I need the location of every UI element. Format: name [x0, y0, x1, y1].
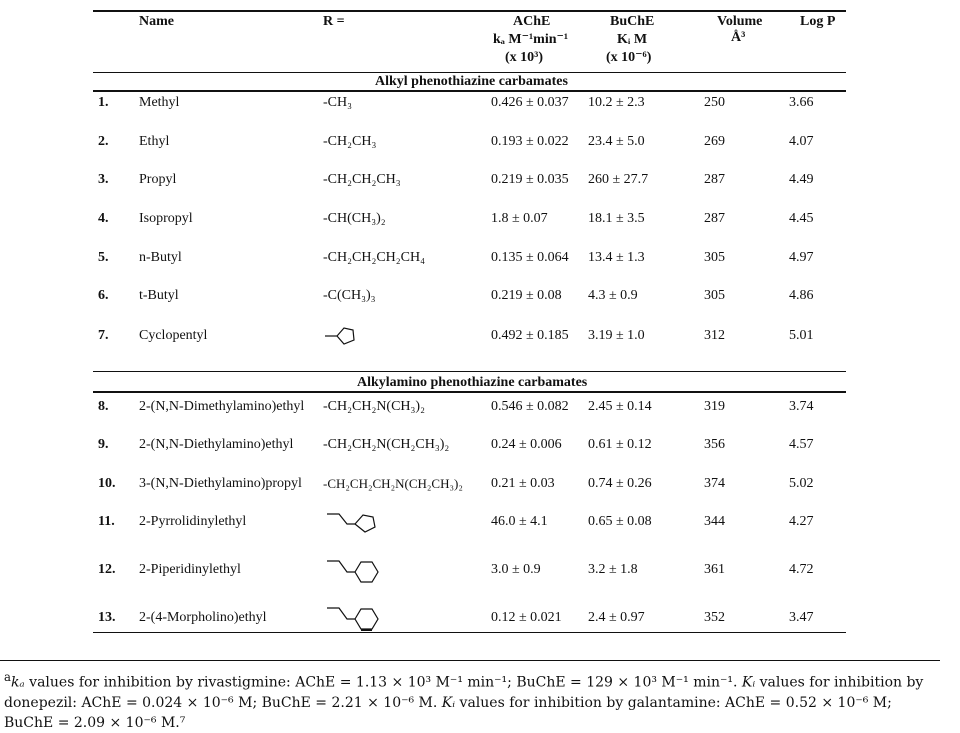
cyclopentyl-structure-icon	[323, 324, 359, 348]
row-buche: 23.4 ± 5.0	[588, 134, 645, 149]
row-buche: 260 ± 27.7	[588, 172, 649, 187]
row-ache: 46.0 ± 4.1	[491, 514, 548, 529]
row-r-group: -CH₂CH₂N(CH₂CH₃)₂	[323, 437, 450, 452]
header-buche-units: Kᵢ M	[617, 32, 648, 47]
row-r-group: -CH₂CH₃	[323, 134, 377, 149]
footnote-text-rivastigmine: values for inhibition by rivastigmine: AChE = 1.13 × 10³ M⁻¹ min⁻¹; BuChE = 129 × 10³ M⁻¹ min⁻¹.	[24, 674, 742, 691]
header-ache-units: kₐ M⁻¹min⁻¹	[493, 32, 569, 47]
row-buche: 0.65 ± 0.08	[588, 514, 652, 529]
header-r: R =	[323, 14, 345, 29]
row-number: 1.	[98, 95, 109, 110]
footnote-marker: a	[4, 670, 11, 684]
header-name: Name	[139, 14, 174, 29]
row-logp: 4.45	[789, 211, 814, 226]
row-logp: 4.86	[789, 288, 814, 303]
table-bottom-rule	[93, 632, 846, 633]
section-title-alkylamino: Alkylamino phenothiazine carbamates	[357, 375, 588, 390]
section-2-rule	[93, 391, 846, 393]
row-name: 2-(N,N-Diethylamino)ethyl	[139, 437, 294, 452]
row-r-group: -CH₂CH₂CH₂CH₄	[323, 250, 425, 265]
row-logp: 3.66	[789, 95, 814, 110]
footnote-ki-symbol: Kᵢ	[741, 674, 756, 691]
row-volume: 356	[704, 437, 725, 452]
row-logp: 3.47	[789, 610, 814, 625]
row-ache: 3.0 ± 0.9	[491, 562, 541, 577]
row-logp: 4.57	[789, 437, 814, 452]
row-buche: 3.2 ± 1.8	[588, 562, 638, 577]
row-buche: 2.45 ± 0.14	[588, 399, 652, 414]
row-volume: 269	[704, 134, 725, 149]
row-logp: 4.72	[789, 562, 814, 577]
row-volume: 250	[704, 95, 725, 110]
row-name: Ethyl	[139, 134, 170, 149]
row-logp: 3.74	[789, 399, 814, 414]
row-name: 2-Piperidinylethyl	[139, 562, 241, 577]
row-number: 11.	[98, 514, 115, 529]
row-volume: 305	[704, 288, 725, 303]
row-name: t-Butyl	[139, 288, 179, 303]
row-ache: 0.24 ± 0.006	[491, 437, 562, 452]
row-number: 12.	[98, 562, 116, 577]
header-logp: Log P	[800, 14, 836, 29]
row-logp: 5.01	[789, 328, 814, 343]
row-buche: 3.19 ± 1.0	[588, 328, 645, 343]
footnote-text-galantamine: values for inhibition by galantamine: AChE = 0.52 × 10⁻⁶ M; BuChE = 2.09 × 10⁻⁶ M.⁷	[4, 694, 892, 731]
row-volume: 305	[704, 250, 725, 265]
row-logp: 5.02	[789, 476, 814, 491]
pyrrolidinylethyl-structure-icon	[323, 508, 383, 534]
row-number: 4.	[98, 211, 109, 226]
row-name: 2-(4-Morpholino)ethyl	[139, 610, 267, 625]
row-volume: 287	[704, 172, 725, 187]
row-ache: 0.546 ± 0.082	[491, 399, 569, 414]
row-name: Methyl	[139, 95, 180, 110]
row-name: Propyl	[139, 172, 177, 187]
row-buche: 13.4 ± 1.3	[588, 250, 645, 265]
header-volume: Volume	[717, 14, 763, 29]
row-r-group: -CH₂CH₂N(CH₃)₂	[323, 399, 425, 414]
section-title-alkyl: Alkyl phenothiazine carbamates	[375, 74, 568, 89]
row-buche: 2.4 ± 0.97	[588, 610, 645, 625]
footnote-rule	[0, 660, 940, 661]
piperidinylethyl-structure-icon	[323, 555, 383, 585]
row-name: 2-Pyrrolidinylethyl	[139, 514, 247, 529]
row-ache: 0.219 ± 0.035	[491, 172, 569, 187]
header-buche: BuChE	[610, 14, 655, 29]
row-number: 6.	[98, 288, 109, 303]
row-r-group: -C(CH₃)₃	[323, 288, 376, 303]
row-volume: 352	[704, 610, 725, 625]
header-buche-scale: (x 10⁻⁶)	[606, 50, 652, 65]
row-name: Isopropyl	[139, 211, 193, 226]
row-volume: 361	[704, 562, 725, 577]
row-logp: 4.27	[789, 514, 814, 529]
row-buche: 4.3 ± 0.9	[588, 288, 638, 303]
row-number: 3.	[98, 172, 109, 187]
row-logp: 4.49	[789, 172, 814, 187]
row-number: 5.	[98, 250, 109, 265]
row-ache: 0.193 ± 0.022	[491, 134, 569, 149]
row-name: n-Butyl	[139, 250, 182, 265]
row-name: Cyclopentyl	[139, 328, 208, 343]
row-r-group: -CH₃	[323, 95, 352, 110]
row-buche: 0.61 ± 0.12	[588, 437, 652, 452]
morpholinoethyl-structure-icon	[323, 602, 383, 632]
footnote-ki-symbol: Kᵢ	[441, 694, 456, 711]
row-volume: 319	[704, 399, 725, 414]
row-volume: 287	[704, 211, 725, 226]
header-volume-units: Å³	[731, 30, 746, 45]
row-r-group: -CH(CH₃)₂	[323, 211, 386, 226]
row-number: 13.	[98, 610, 116, 625]
row-ache: 0.492 ± 0.185	[491, 328, 569, 343]
row-buche: 18.1 ± 3.5	[588, 211, 645, 226]
row-ache: 0.21 ± 0.03	[491, 476, 555, 491]
row-name: 3-(N,N-Diethylamino)propyl	[139, 476, 302, 491]
row-ache: 0.219 ± 0.08	[491, 288, 562, 303]
row-number: 8.	[98, 399, 109, 414]
header-ache-scale: (x 10³)	[505, 50, 544, 65]
row-name: 2-(N,N-Dimethylamino)ethyl	[139, 399, 305, 414]
row-logp: 4.07	[789, 134, 814, 149]
row-ache: 0.135 ± 0.064	[491, 250, 569, 265]
footnote-ka-symbol: kₐ	[10, 674, 25, 691]
row-ache: 0.426 ± 0.037	[491, 95, 569, 110]
row-r-group: -CH₂CH₂CH₂N(CH₂CH₃)₂	[323, 476, 463, 491]
row-volume: 344	[704, 514, 725, 529]
footnote-text-donepezil: values for inhibition by donepezil: AChE = 0.024 × 10⁻⁶ M; BuChE = 2.21 × 10⁻⁶ M.	[4, 674, 924, 711]
header-bottom-rule	[93, 72, 846, 73]
row-ache: 0.12 ± 0.021	[491, 610, 562, 625]
row-number: 9.	[98, 437, 109, 452]
row-buche: 10.2 ± 2.3	[588, 95, 645, 110]
table-footnote	[4, 667, 944, 733]
row-ache: 1.8 ± 0.07	[491, 211, 548, 226]
row-number: 10.	[98, 476, 116, 491]
row-volume: 312	[704, 328, 725, 343]
section-2-top-rule	[93, 371, 846, 372]
row-logp: 4.97	[789, 250, 814, 265]
row-number: 2.	[98, 134, 109, 149]
header-ache: AChE	[513, 14, 551, 29]
table-top-rule	[93, 10, 846, 12]
row-number: 7.	[98, 328, 109, 343]
row-buche: 0.74 ± 0.26	[588, 476, 652, 491]
row-r-group: -CH₂CH₂CH₃	[323, 172, 401, 187]
row-volume: 374	[704, 476, 725, 491]
section-1-rule	[93, 90, 846, 92]
